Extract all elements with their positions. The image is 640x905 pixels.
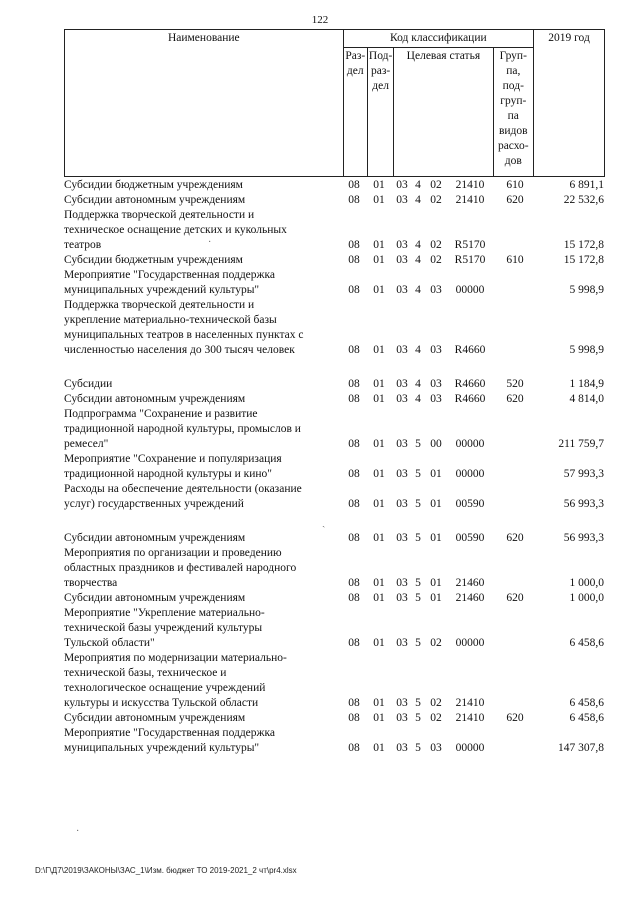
target-code-d: R5170	[454, 254, 486, 266]
target-code-a: 03	[396, 179, 408, 191]
amount: 1 000,0	[569, 592, 604, 604]
target-code-b: 5	[415, 498, 421, 510]
header-razdel: Раз- дел	[343, 48, 367, 177]
target-code-b: 5	[415, 697, 421, 709]
table-row	[64, 268, 605, 298]
row-name: Субсидии бюджетным учреждениям	[64, 179, 243, 191]
expense-group-code: 620	[506, 393, 524, 405]
table-row	[64, 298, 605, 373]
page-number: 122	[311, 14, 329, 26]
row-name: Поддержка творческой деятельности и техническое оснащение детских и кукольных театров	[64, 209, 287, 251]
table-row	[64, 651, 605, 711]
target-code-d: 00000	[455, 468, 485, 480]
target-code-d: R4660	[454, 344, 486, 356]
subsection-code: 01	[373, 393, 385, 405]
target-code-b: 5	[415, 637, 421, 649]
subsection-code: 01	[373, 532, 385, 544]
target-code-c: 01	[430, 577, 442, 589]
target-code-d: 21410	[455, 179, 485, 191]
target-code-c: 02	[430, 179, 442, 191]
amount: 57 993,3	[563, 468, 604, 480]
amount: 5 998,9	[569, 344, 604, 356]
target-code-c: 01	[430, 498, 442, 510]
target-code-c: 03	[430, 378, 442, 390]
section-code: 08	[348, 532, 360, 544]
expense-group-code: 620	[506, 592, 524, 604]
table-row	[64, 606, 605, 651]
subsection-code: 01	[373, 577, 385, 589]
target-code-d: R4660	[454, 393, 486, 405]
budget-rows	[64, 178, 605, 756]
target-code-b: 5	[415, 438, 421, 450]
section-code: 08	[348, 742, 360, 754]
table-row	[64, 392, 605, 407]
target-code-b: 4	[415, 194, 421, 206]
target-code-c: 02	[430, 697, 442, 709]
footer-file-path: D:\Г\Д7\2019\ЗАКОНЫ\ЗАС_1\Изм. бюджет ТО 2019-2021_2 чт\pr4.xlsx	[35, 866, 297, 875]
target-code-d: R5170	[454, 239, 486, 251]
row-name: Мероприятие "Государственная поддержка муниципальных учреждений культуры"	[64, 727, 276, 754]
row-name: Мероприятие "Укрепление материально- технической базы учреждений культуры Тульской области"	[64, 607, 265, 649]
target-code-a: 03	[396, 393, 408, 405]
target-code-a: 03	[396, 239, 408, 251]
expense-group-code: 620	[506, 194, 524, 206]
target-code-a: 03	[396, 712, 408, 724]
target-code-c: 02	[430, 239, 442, 251]
subsection-code: 01	[373, 498, 385, 510]
target-code-d: 21410	[455, 712, 485, 724]
amount: 6 458,6	[569, 712, 604, 724]
scan-mark: ·	[76, 826, 80, 837]
section-code: 08	[348, 194, 360, 206]
subsection-code: 01	[373, 468, 385, 480]
target-code-c: 02	[430, 712, 442, 724]
amount: 15 172,8	[563, 254, 604, 266]
section-code: 08	[348, 468, 360, 480]
target-code-b: 4	[415, 393, 421, 405]
section-code: 08	[348, 239, 360, 251]
target-code-a: 03	[396, 284, 408, 296]
expense-group-code: 620	[506, 532, 524, 544]
section-code: 08	[348, 344, 360, 356]
target-code-b: 5	[415, 742, 421, 754]
row-name: Поддержка творческой деятельности и укрепление материально-технической базы муниципальных театров в населенных пунктах с численностью населения до 300 тысяч человек	[64, 299, 304, 356]
subsection-code: 01	[373, 742, 385, 754]
target-code-d: 21460	[455, 577, 485, 589]
subsection-code: 01	[373, 284, 385, 296]
row-name: Мероприятия по организации и проведению областных праздников и фестивалей народного творчества	[64, 547, 297, 589]
target-code-c: 01	[430, 532, 442, 544]
row-name: Субсидии автономным учреждениям	[64, 194, 246, 206]
table-row	[64, 407, 605, 452]
target-code-a: 03	[396, 742, 408, 754]
table-row	[64, 711, 605, 726]
target-code-a: 03	[396, 468, 408, 480]
subsection-code: 01	[373, 194, 385, 206]
target-code-a: 03	[396, 697, 408, 709]
target-code-b: 4	[415, 344, 421, 356]
header-podrazdel: Под- раз- дел	[367, 48, 393, 177]
target-code-a: 03	[396, 438, 408, 450]
scan-mark: ·	[208, 237, 212, 248]
amount: 1 184,9	[569, 378, 604, 390]
expense-group-code: 520	[506, 378, 524, 390]
target-code-a: 03	[396, 378, 408, 390]
header-classification: Код классификации	[343, 30, 533, 48]
table-row	[64, 591, 605, 606]
target-code-c: 02	[430, 194, 442, 206]
row-name: Субсидии автономным учреждениям	[64, 592, 246, 604]
target-code-b: 4	[415, 239, 421, 251]
target-code-d: 00000	[455, 742, 485, 754]
target-code-d: 21410	[455, 697, 485, 709]
table-row	[64, 377, 605, 392]
target-code-b: 5	[415, 468, 421, 480]
expense-group-code: 610	[506, 254, 524, 266]
section-code: 08	[348, 498, 360, 510]
row-name: Субсидии бюджетным учреждениям	[64, 254, 243, 266]
row-name: Мероприятие "Сохранение и популяризация традиционной народной культуры и кино"	[64, 453, 282, 480]
target-code-d: 00590	[455, 532, 485, 544]
target-code-a: 03	[396, 498, 408, 510]
amount: 1 000,0	[569, 577, 604, 589]
table-row	[64, 193, 605, 208]
row-name: Субсидии автономным учреждениям	[64, 393, 246, 405]
target-code-a: 03	[396, 194, 408, 206]
subsection-code: 01	[373, 254, 385, 266]
target-code-a: 03	[396, 577, 408, 589]
target-code-c: 00	[430, 438, 442, 450]
table-row	[64, 253, 605, 268]
table-row	[64, 208, 605, 253]
subsection-code: 01	[373, 637, 385, 649]
target-code-b: 5	[415, 592, 421, 604]
section-code: 08	[348, 284, 360, 296]
amount: 56 993,3	[563, 532, 604, 544]
expense-group-code: 610	[506, 179, 524, 191]
amount: 4 814,0	[569, 393, 604, 405]
subsection-code: 01	[373, 239, 385, 251]
row-name: Мероприятие "Государственная поддержка муниципальных учреждений культуры"	[64, 269, 276, 296]
target-code-d: 00000	[455, 284, 485, 296]
target-code-a: 03	[396, 637, 408, 649]
section-code: 08	[348, 592, 360, 604]
subsection-code: 01	[373, 378, 385, 390]
target-code-c: 02	[430, 254, 442, 266]
subsection-code: 01	[373, 712, 385, 724]
subsection-code: 01	[373, 697, 385, 709]
target-code-b: 4	[415, 378, 421, 390]
table-row	[64, 482, 605, 527]
row-name: Расходы на обеспечение деятельности (оказание услуг) государственных учреждений	[64, 483, 302, 510]
header-year: 2019 год	[534, 30, 605, 177]
section-code: 08	[348, 393, 360, 405]
section-code: 08	[348, 179, 360, 191]
subsection-code: 01	[373, 344, 385, 356]
amount: 56 993,3	[563, 498, 604, 510]
amount: 22 532,6	[563, 194, 604, 206]
header-group: Груп- па, под- груп- па видов расхо- дов	[493, 48, 534, 177]
target-code-d: 00000	[455, 438, 485, 450]
section-code: 08	[348, 637, 360, 649]
amount: 6 891,1	[569, 179, 604, 191]
target-code-c: 03	[430, 284, 442, 296]
target-code-c: 02	[430, 637, 442, 649]
header-name: Наименование	[65, 30, 344, 177]
target-code-c: 03	[430, 742, 442, 754]
subsection-code: 01	[373, 179, 385, 191]
amount: 5 998,9	[569, 284, 604, 296]
row-name: Субсидии автономным учреждениям	[64, 532, 246, 544]
target-code-b: 5	[415, 532, 421, 544]
table-row	[64, 178, 605, 193]
section-code: 08	[348, 697, 360, 709]
expense-group-code: 620	[506, 712, 524, 724]
amount: 15 172,8	[563, 239, 604, 251]
section-code: 08	[348, 254, 360, 266]
target-code-d: R4660	[454, 378, 486, 390]
target-code-c: 01	[430, 592, 442, 604]
table-row	[64, 726, 605, 756]
target-code-d: 21410	[455, 194, 485, 206]
amount: 6 458,6	[569, 637, 604, 649]
table-header	[64, 29, 605, 177]
subsection-code: 01	[373, 438, 385, 450]
section-code: 08	[348, 438, 360, 450]
row-name: Субсидии автономным учреждениям	[64, 712, 246, 724]
section-code: 08	[348, 712, 360, 724]
target-code-c: 03	[430, 393, 442, 405]
amount: 211 759,7	[558, 438, 604, 450]
section-code: 08	[348, 378, 360, 390]
section-code: 08	[348, 577, 360, 589]
subsection-code: 01	[373, 592, 385, 604]
target-code-a: 03	[396, 532, 408, 544]
target-code-a: 03	[396, 344, 408, 356]
target-code-d: 00590	[455, 498, 485, 510]
table-row	[64, 452, 605, 482]
target-code-b: 4	[415, 284, 421, 296]
target-code-d: 21460	[455, 592, 485, 604]
target-code-a: 03	[396, 254, 408, 266]
target-code-b: 4	[415, 179, 421, 191]
target-code-b: 4	[415, 254, 421, 266]
target-code-b: 5	[415, 577, 421, 589]
row-name: Субсидии	[64, 378, 113, 390]
amount: 6 458,6	[569, 697, 604, 709]
target-code-d: 00000	[455, 637, 485, 649]
row-name: Подпрограмма "Сохранение и развитие традиционной народной культуры, промыслов и ремесел"	[64, 408, 301, 450]
row-name: Мероприятия по модернизации материально- технической базы, техническое и технологическое оснащение учреждений культуры и искусства Тульской области	[64, 652, 287, 709]
table-row	[64, 546, 605, 591]
table-row	[64, 531, 605, 546]
scan-mark: ˏ	[322, 517, 326, 528]
target-code-c: 03	[430, 344, 442, 356]
header-target: Целевая статья	[394, 48, 493, 177]
target-code-a: 03	[396, 592, 408, 604]
amount: 147 307,8	[558, 742, 604, 754]
target-code-b: 5	[415, 712, 421, 724]
target-code-c: 01	[430, 468, 442, 480]
